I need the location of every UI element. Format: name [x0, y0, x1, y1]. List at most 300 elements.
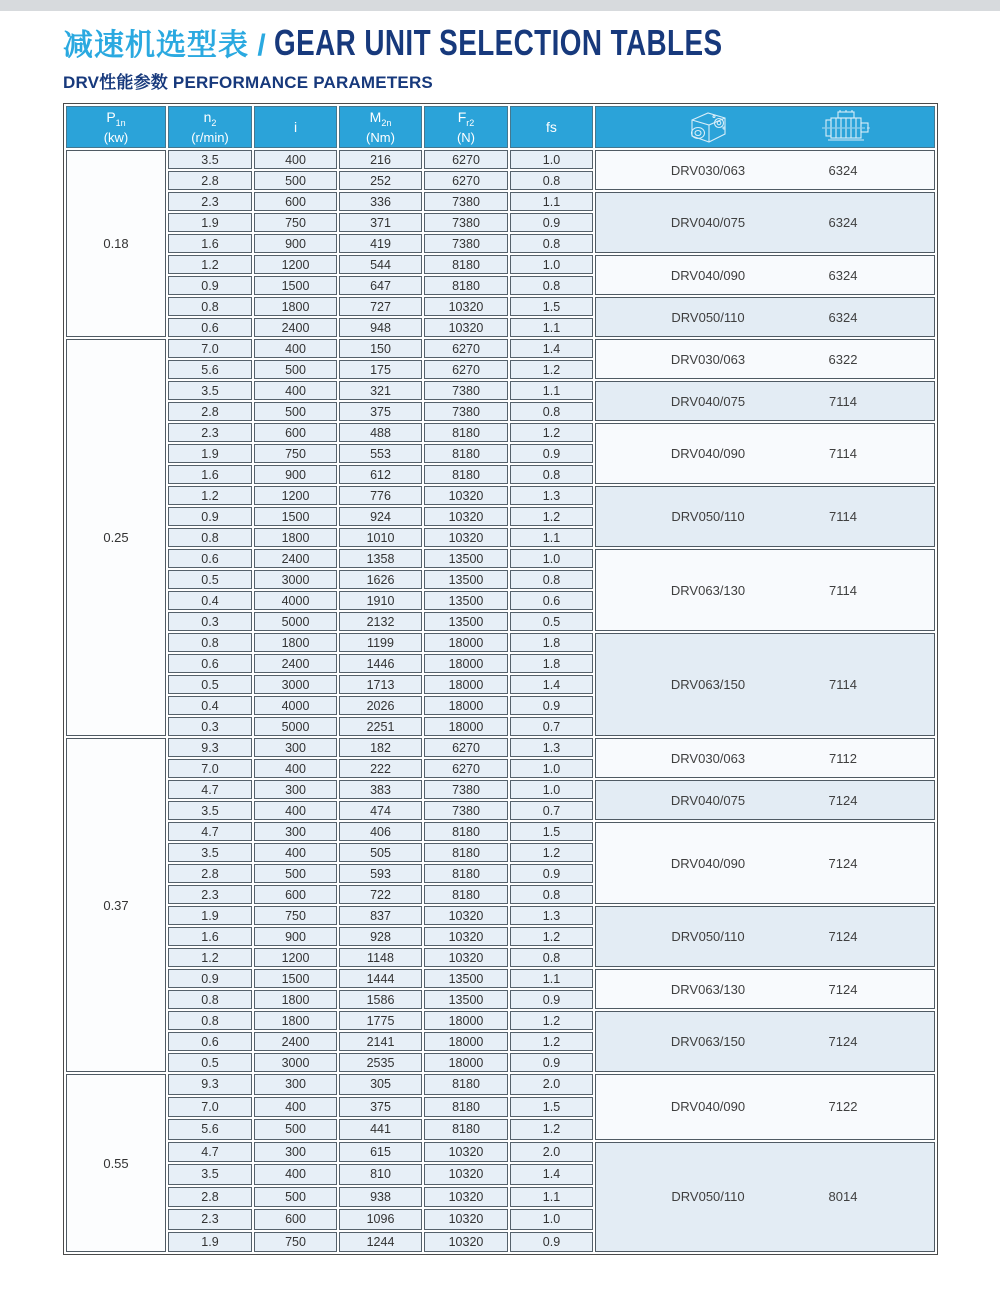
ratio-cell: 3000	[254, 1053, 337, 1072]
torque-cell: 1010	[339, 528, 422, 547]
service-factor-cell: 1.2	[510, 843, 593, 862]
ratio-cell: 2400	[254, 318, 337, 337]
radial-force-cell: 13500	[424, 990, 508, 1009]
n2-cell: 1.9	[168, 213, 252, 232]
torque-cell: 810	[339, 1164, 422, 1185]
service-factor-cell: 1.2	[510, 507, 593, 526]
torque-cell: 182	[339, 738, 422, 757]
ratio-cell: 1800	[254, 528, 337, 547]
torque-cell: 1444	[339, 969, 422, 988]
ratio-cell: 2400	[254, 549, 337, 568]
power-cell: 0.37	[66, 738, 166, 1072]
n2-cell: 2.3	[168, 192, 252, 211]
n2-cell: 2.3	[168, 423, 252, 442]
n2-cell: 0.4	[168, 591, 252, 610]
n2-cell: 2.3	[168, 885, 252, 904]
ratio-cell: 5000	[254, 717, 337, 736]
drv-model: DRV040/075	[670, 393, 746, 409]
service-factor-cell: 0.7	[510, 717, 593, 736]
torque-cell: 216	[339, 150, 422, 169]
motor-code: 6324	[828, 162, 858, 178]
radial-force-cell: 6270	[424, 360, 508, 379]
radial-force-cell: 8180	[424, 822, 508, 841]
radial-force-cell: 8180	[424, 1097, 508, 1118]
torque-cell: 488	[339, 423, 422, 442]
radial-force-cell: 10320	[424, 486, 508, 505]
ratio-cell: 900	[254, 927, 337, 946]
radial-force-cell: 10320	[424, 948, 508, 967]
drv-model: DRV050/110	[671, 929, 745, 944]
torque-cell: 1910	[339, 591, 422, 610]
motor-code: 7124	[828, 1034, 858, 1049]
n2-cell: 1.9	[168, 444, 252, 463]
n2-cell: 0.3	[168, 612, 252, 631]
drv-model: DRV030/063	[670, 162, 746, 178]
motor-code: 7124	[828, 855, 858, 871]
drv-model: DRV063/150	[670, 677, 746, 692]
radial-force-cell: 7380	[424, 780, 508, 799]
drv-model: DRV040/090	[670, 446, 746, 461]
service-factor-cell: 1.4	[510, 339, 593, 358]
ratio-cell: 1800	[254, 297, 337, 316]
torque-cell: 252	[339, 171, 422, 190]
radial-force-cell: 6270	[424, 759, 508, 778]
radial-force-cell: 13500	[424, 591, 508, 610]
ratio-cell: 2400	[254, 654, 337, 673]
service-factor-cell: 0.8	[510, 276, 593, 295]
table-row	[66, 780, 935, 799]
ratio-cell: 400	[254, 381, 337, 400]
table-header	[66, 106, 935, 148]
page-title-zh: 减速机选型表	[63, 29, 249, 62]
n2-cell: 0.8	[168, 528, 252, 547]
radial-force-cell: 18000	[424, 1011, 508, 1030]
torque-cell: 1358	[339, 549, 422, 568]
radial-force-cell: 8180	[424, 1074, 508, 1095]
torque-cell: 441	[339, 1119, 422, 1140]
col-header-torque: $M_{2n}$ (Nm)	[339, 106, 422, 148]
n2-cell: 1.6	[168, 234, 252, 253]
radial-force-cell: 10320	[424, 1232, 508, 1253]
motor-code: 6324	[828, 267, 858, 283]
col-header-selection	[595, 106, 935, 148]
torque-cell: 553	[339, 444, 422, 463]
service-factor-cell: 1.4	[510, 675, 593, 694]
table-row	[66, 150, 935, 169]
torque-cell: 544	[339, 255, 422, 274]
ratio-cell: 500	[254, 1187, 337, 1208]
col-header-output-speed: $n_2$ (r/min)	[168, 106, 252, 148]
n2-cell: 1.2	[168, 255, 252, 274]
torque-cell: 419	[339, 234, 422, 253]
service-factor-cell: 0.9	[510, 990, 593, 1009]
table-row	[66, 906, 935, 925]
service-factor-cell: 1.2	[510, 360, 593, 379]
ratio-cell: 1500	[254, 507, 337, 526]
n2-cell: 0.9	[168, 969, 252, 988]
table-row	[66, 486, 935, 505]
service-factor-cell: 1.2	[510, 1119, 593, 1140]
n2-cell: 3.5	[168, 843, 252, 862]
torque-cell: 474	[339, 801, 422, 820]
radial-force-cell: 7380	[424, 402, 508, 421]
ratio-cell: 400	[254, 801, 337, 820]
drv-model: DRV040/075	[670, 792, 746, 808]
gear-selection-cell	[595, 738, 935, 778]
gear-unit-icon	[596, 108, 820, 146]
torque-cell: 1446	[339, 654, 422, 673]
gear-selection-cell	[595, 1074, 935, 1140]
drv-model: DRV030/063	[670, 750, 746, 766]
radial-force-cell: 10320	[424, 1142, 508, 1163]
drv-model: DRV040/075	[670, 215, 746, 230]
page-top-edge	[0, 0, 1000, 11]
torque-cell: 222	[339, 759, 422, 778]
power-cell: 0.55	[66, 1074, 166, 1252]
radial-force-cell: 10320	[424, 297, 508, 316]
radial-force-cell: 8180	[424, 864, 508, 883]
torque-cell: 505	[339, 843, 422, 862]
service-factor-cell: 1.2	[510, 1011, 593, 1030]
torque-cell: 2132	[339, 612, 422, 631]
ratio-cell: 900	[254, 465, 337, 484]
ratio-cell: 300	[254, 738, 337, 757]
n2-cell: 0.8	[168, 1011, 252, 1030]
service-factor-cell: 0.9	[510, 1053, 593, 1072]
motor-code: 7114	[829, 446, 857, 461]
torque-cell: 928	[339, 927, 422, 946]
ratio-cell: 1200	[254, 255, 337, 274]
page-subtitle-zh: DRV性能参数	[63, 73, 168, 92]
torque-cell: 593	[339, 864, 422, 883]
page-subtitle	[63, 72, 1000, 94]
service-factor-cell: 1.0	[510, 780, 593, 799]
drv-model: DRV050/110	[671, 509, 745, 524]
service-factor-cell: 0.8	[510, 234, 593, 253]
torque-cell: 727	[339, 297, 422, 316]
n2-cell: 2.3	[168, 1209, 252, 1230]
motor-code: 7124	[828, 792, 858, 808]
ratio-cell: 400	[254, 150, 337, 169]
ratio-cell: 3000	[254, 675, 337, 694]
gear-selection-cell	[595, 549, 935, 631]
radial-force-cell: 18000	[424, 1053, 508, 1072]
ratio-cell: 4000	[254, 696, 337, 715]
n2-cell: 3.5	[168, 1164, 252, 1185]
radial-force-cell: 7380	[424, 801, 508, 820]
table-row	[66, 255, 935, 274]
ratio-cell: 1200	[254, 486, 337, 505]
service-factor-cell: 0.8	[510, 465, 593, 484]
torque-cell: 375	[339, 1097, 422, 1118]
n2-cell: 2.8	[168, 1187, 252, 1208]
motor-icon	[820, 109, 866, 145]
radial-force-cell: 7380	[424, 234, 508, 253]
torque-cell: 375	[339, 402, 422, 421]
n2-cell: 7.0	[168, 339, 252, 358]
service-factor-cell: 1.5	[510, 822, 593, 841]
gear-selection-cell	[595, 633, 935, 736]
service-factor-cell: 1.1	[510, 969, 593, 988]
torque-cell: 615	[339, 1142, 422, 1163]
service-factor-cell: 1.5	[510, 297, 593, 316]
torque-cell: 2535	[339, 1053, 422, 1072]
table-row	[66, 1074, 935, 1095]
motor-code: 8014	[828, 1189, 858, 1205]
n2-cell: 7.0	[168, 759, 252, 778]
radial-force-cell: 10320	[424, 1209, 508, 1230]
radial-force-cell: 10320	[424, 1187, 508, 1208]
radial-force-cell: 6270	[424, 150, 508, 169]
torque-cell: 776	[339, 486, 422, 505]
col-header-ratio: i	[254, 106, 337, 148]
radial-force-cell: 13500	[424, 969, 508, 988]
service-factor-cell: 1.1	[510, 528, 593, 547]
radial-force-cell: 10320	[424, 1164, 508, 1185]
torque-cell: 837	[339, 906, 422, 925]
n2-cell: 7.0	[168, 1097, 252, 1118]
service-factor-cell: 0.8	[510, 402, 593, 421]
torque-cell: 175	[339, 360, 422, 379]
ratio-cell: 1500	[254, 276, 337, 295]
torque-cell: 924	[339, 507, 422, 526]
service-factor-cell: 1.2	[510, 1032, 593, 1051]
radial-force-cell: 13500	[424, 549, 508, 568]
radial-force-cell: 10320	[424, 318, 508, 337]
motor-code: 6322	[828, 351, 858, 367]
n2-cell: 1.2	[168, 486, 252, 505]
n2-cell: 0.8	[168, 297, 252, 316]
table-row	[66, 381, 935, 400]
page-content	[0, 11, 1000, 1255]
ratio-cell: 750	[254, 444, 337, 463]
table-row	[66, 423, 935, 442]
ratio-cell: 1200	[254, 948, 337, 967]
motor-code: 7114	[829, 677, 857, 692]
radial-force-cell: 8180	[424, 423, 508, 442]
radial-force-cell: 18000	[424, 675, 508, 694]
radial-force-cell: 8180	[424, 444, 508, 463]
service-factor-cell: 1.5	[510, 1097, 593, 1118]
service-factor-cell: 1.0	[510, 549, 593, 568]
n2-cell: 0.6	[168, 318, 252, 337]
n2-cell: 0.6	[168, 549, 252, 568]
page-title-en: GEAR UNIT SELECTION TABLES	[274, 23, 723, 64]
col-header-service-factor: fs	[510, 106, 593, 148]
n2-cell: 3.5	[168, 801, 252, 820]
ratio-cell: 400	[254, 339, 337, 358]
n2-cell: 5.6	[168, 1119, 252, 1140]
ratio-cell: 1800	[254, 1011, 337, 1030]
n2-cell: 2.8	[168, 402, 252, 421]
service-factor-cell: 1.1	[510, 1187, 593, 1208]
radial-force-cell: 8180	[424, 843, 508, 862]
torque-cell: 1199	[339, 633, 422, 652]
ratio-cell: 1500	[254, 969, 337, 988]
torque-cell: 1096	[339, 1209, 422, 1230]
service-factor-cell: 0.9	[510, 696, 593, 715]
gear-selection-cell	[595, 1011, 935, 1072]
gear-selection-cell	[595, 906, 935, 967]
n2-cell: 9.3	[168, 1074, 252, 1095]
n2-cell: 2.8	[168, 171, 252, 190]
motor-code: 7114	[829, 509, 857, 524]
table-row	[66, 549, 935, 568]
table-row	[66, 633, 935, 652]
ratio-cell: 3000	[254, 570, 337, 589]
ratio-cell: 300	[254, 1142, 337, 1163]
service-factor-cell: 1.0	[510, 1209, 593, 1230]
torque-cell: 305	[339, 1074, 422, 1095]
torque-cell: 1775	[339, 1011, 422, 1030]
motor-code: 7112	[829, 750, 857, 766]
service-factor-cell: 1.0	[510, 759, 593, 778]
drv-model: DRV050/110	[671, 1189, 745, 1205]
table-row	[66, 738, 935, 757]
ratio-cell: 600	[254, 192, 337, 211]
n2-cell: 1.6	[168, 927, 252, 946]
radial-force-cell: 18000	[424, 1032, 508, 1051]
radial-force-cell: 10320	[424, 906, 508, 925]
motor-code: 7122	[828, 1099, 858, 1115]
ratio-cell: 300	[254, 822, 337, 841]
service-factor-cell: 0.8	[510, 948, 593, 967]
service-factor-cell: 0.5	[510, 612, 593, 631]
table-row	[66, 1011, 935, 1030]
drv-model: DRV063/150	[670, 1034, 746, 1049]
radial-force-cell: 8180	[424, 255, 508, 274]
gear-selection-cell	[595, 339, 935, 379]
service-factor-cell: 0.9	[510, 444, 593, 463]
power-cell: 0.18	[66, 150, 166, 337]
torque-cell: 938	[339, 1187, 422, 1208]
ratio-cell: 4000	[254, 591, 337, 610]
service-factor-cell: 1.0	[510, 150, 593, 169]
radial-force-cell: 8180	[424, 1119, 508, 1140]
ratio-cell: 1800	[254, 633, 337, 652]
gear-selection-cell	[595, 486, 935, 547]
header-row	[66, 106, 935, 148]
drv-model: DRV040/090	[670, 1099, 746, 1115]
radial-force-cell: 13500	[424, 612, 508, 631]
n2-cell: 3.5	[168, 381, 252, 400]
table-body	[66, 150, 935, 1252]
table-row	[66, 969, 935, 988]
torque-cell: 612	[339, 465, 422, 484]
n2-cell: 3.5	[168, 150, 252, 169]
radial-force-cell: 8180	[424, 465, 508, 484]
table-row	[66, 192, 935, 211]
service-factor-cell: 1.3	[510, 738, 593, 757]
ratio-cell: 2400	[254, 1032, 337, 1051]
service-factor-cell: 0.9	[510, 213, 593, 232]
ratio-cell: 750	[254, 906, 337, 925]
table-row	[66, 339, 935, 358]
page-subtitle-en: PERFORMANCE PARAMETERS	[168, 73, 433, 92]
torque-cell: 321	[339, 381, 422, 400]
gear-selection-cell	[595, 1142, 935, 1253]
service-factor-cell: 0.8	[510, 570, 593, 589]
torque-cell: 1148	[339, 948, 422, 967]
service-factor-cell: 0.9	[510, 1232, 593, 1253]
motor-code: 6324	[828, 215, 858, 230]
n2-cell: 0.4	[168, 696, 252, 715]
radial-force-cell: 7380	[424, 381, 508, 400]
gear-selection-cell	[595, 780, 935, 820]
radial-force-cell: 8180	[424, 276, 508, 295]
radial-force-cell: 10320	[424, 507, 508, 526]
radial-force-cell: 6270	[424, 738, 508, 757]
power-cell: 0.25	[66, 339, 166, 736]
torque-cell: 406	[339, 822, 422, 841]
radial-force-cell: 6270	[424, 171, 508, 190]
gear-selection-cell	[595, 969, 935, 1009]
ratio-cell: 500	[254, 360, 337, 379]
ratio-cell: 750	[254, 213, 337, 232]
gear-selection-cell	[595, 822, 935, 904]
service-factor-cell: 1.0	[510, 255, 593, 274]
torque-cell: 1713	[339, 675, 422, 694]
motor-code: 7114	[829, 582, 857, 598]
torque-cell: 722	[339, 885, 422, 904]
service-factor-cell: 1.2	[510, 927, 593, 946]
radial-force-cell: 10320	[424, 927, 508, 946]
torque-cell: 150	[339, 339, 422, 358]
service-factor-cell: 1.3	[510, 906, 593, 925]
n2-cell: 0.5	[168, 675, 252, 694]
ratio-cell: 600	[254, 1209, 337, 1230]
service-factor-cell: 1.1	[510, 318, 593, 337]
service-factor-cell: 2.0	[510, 1142, 593, 1163]
ratio-cell: 400	[254, 843, 337, 862]
n2-cell: 1.9	[168, 1232, 252, 1253]
gear-selection-cell	[595, 381, 935, 421]
radial-force-cell: 8180	[424, 885, 508, 904]
torque-cell: 647	[339, 276, 422, 295]
service-factor-cell: 1.4	[510, 1164, 593, 1185]
drv-model: DRV050/110	[671, 309, 745, 325]
gear-selection-cell	[595, 297, 935, 337]
table-row	[66, 1142, 935, 1163]
ratio-cell: 500	[254, 864, 337, 883]
n2-cell: 0.6	[168, 654, 252, 673]
motor-code: 6324	[828, 309, 858, 325]
table-row	[66, 297, 935, 316]
ratio-cell: 600	[254, 885, 337, 904]
radial-force-cell: 18000	[424, 696, 508, 715]
ratio-cell: 300	[254, 780, 337, 799]
service-factor-cell: 2.0	[510, 1074, 593, 1095]
radial-force-cell: 13500	[424, 570, 508, 589]
radial-force-cell: 7380	[424, 192, 508, 211]
motor-code: 7124	[828, 929, 858, 944]
torque-cell: 1244	[339, 1232, 422, 1253]
n2-cell: 0.8	[168, 990, 252, 1009]
torque-cell: 2251	[339, 717, 422, 736]
n2-cell: 0.9	[168, 276, 252, 295]
drv-model: DRV063/130	[670, 981, 746, 997]
service-factor-cell: 0.8	[510, 171, 593, 190]
col-header-power: $P_{1n}$ (kw)	[66, 106, 166, 148]
ratio-cell: 300	[254, 1074, 337, 1095]
n2-cell: 0.5	[168, 570, 252, 589]
table-row	[66, 822, 935, 841]
torque-cell: 1626	[339, 570, 422, 589]
service-factor-cell: 0.6	[510, 591, 593, 610]
radial-force-cell: 18000	[424, 717, 508, 736]
torque-cell: 2026	[339, 696, 422, 715]
service-factor-cell: 1.3	[510, 486, 593, 505]
